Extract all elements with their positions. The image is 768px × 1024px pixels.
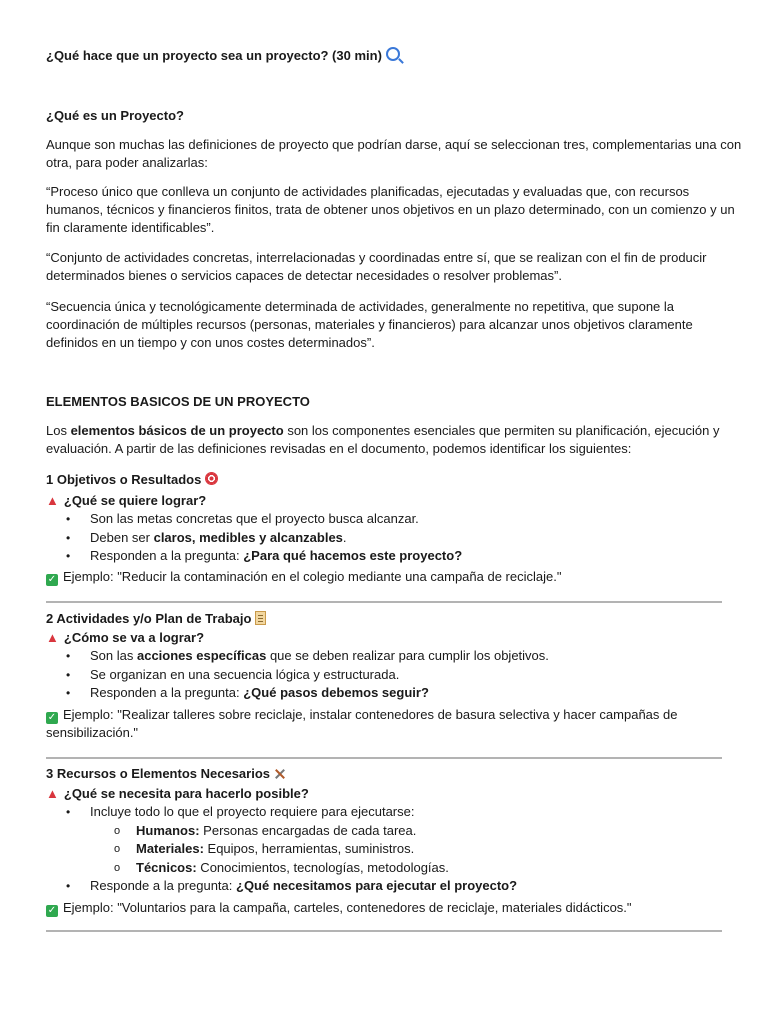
list-item: • Responden a la pregunta: ¿Qué pasos debemos seguir? — [46, 684, 722, 703]
paragraph-line: otra, para poder analizarlas: — [46, 155, 208, 170]
text-run: son los componentes esenciales que permiten su planificación, ejecución y — [283, 423, 720, 438]
definition-1 — [46, 183, 735, 237]
check-mark-icon: ✓ — [47, 573, 57, 585]
section-heading: ¿Qué es un Proyecto? — [46, 108, 184, 123]
paragraph-line: “Proceso único que conlleva un conjunto de actividades planificadas, ejecutadas y evaluadas que, con recursos — [46, 184, 690, 199]
clipboard-icon — [255, 611, 266, 625]
item-heading: 3 Recursos o Elementos Necesarios — [46, 766, 270, 781]
list-item: • Son las metas concretas que el proyecto busca alcanzar. — [46, 510, 722, 529]
example-text-cont: sensibilización." — [46, 724, 139, 740]
sub-list-item: o Materiales: Equipos, herramientas, suministros. — [46, 840, 722, 859]
list-item: • Incluye todo lo que el proyecto requiere para ejecutarse: — [46, 803, 722, 822]
item-question: ¿Cómo se va a lograr? — [63, 630, 205, 645]
list-item: • Deben ser claros, medibles y alcanzables. — [46, 529, 722, 548]
definition-2 — [46, 249, 722, 285]
sub-list-item: o Humanos: Personas encargadas de cada tarea. — [46, 822, 722, 841]
intro-paragraph — [46, 136, 742, 172]
paragraph-line: evaluación. A partir de las definiciones revisadas en el documento, podemos identificar los siguientes: — [46, 441, 632, 456]
text-run: Los — [46, 423, 71, 438]
item-activities — [46, 610, 722, 742]
tools-icon — [274, 768, 286, 780]
paragraph-line: “Conjunto de actividades concretas, interrelacionadas y coordinadas entre sí, que se realizan con el fin de producir — [46, 250, 707, 265]
target-icon — [205, 472, 218, 485]
list-item: • Se organizan en una secuencia lógica y estructurada. — [46, 666, 722, 685]
pushpin-icon: ▲ — [46, 786, 59, 801]
paragraph-line: definidos en un tiempo y con unos costes determinados”. — [46, 335, 375, 350]
paragraph-line: humanos, técnicos y financieros finitos, trata de obtener unos objetivos en un plazo determinado, con un comienzo y un — [46, 202, 735, 217]
paragraph-line: coordinación de múltiples recursos (personas, materiales y financieros) para alcanzar unos objetivos claramente — [46, 317, 693, 332]
example-text: Ejemplo: "Reducir la contaminación en el colegio mediante una campaña de reciclaje." — [63, 568, 562, 584]
item-heading: 1 Objetivos o Resultados — [46, 472, 202, 487]
section-basic-elements — [46, 393, 722, 411]
text-run-bold: elementos básicos de un proyecto — [70, 423, 284, 438]
page-title-text: ¿Qué hace que un proyecto sea un proyecto? (30 min) — [46, 48, 382, 63]
list-item: • Responden a la pregunta: ¿Para qué hacemos este proyecto? — [46, 547, 722, 566]
divider — [46, 601, 722, 603]
divider — [46, 757, 722, 759]
item-resources — [46, 765, 722, 917]
sub-list-item: o Técnicos: Conocimientos, tecnologías, metodologías. — [46, 859, 722, 878]
pushpin-icon: ▲ — [46, 630, 59, 645]
example-text: Ejemplo: "Realizar talleres sobre reciclaje, instalar contenedores de basura selectiva y hacer campañas de — [63, 706, 678, 722]
item-objectives — [46, 471, 722, 586]
divider — [46, 930, 722, 932]
paragraph-line: fin claramente identificables”. — [46, 220, 215, 235]
list-item: • Responde a la pregunta: ¿Qué necesitamos para ejecutar el proyecto? — [46, 877, 722, 896]
item-question: ¿Qué se necesita para hacerlo posible? — [63, 786, 309, 801]
magnifier-icon — [386, 47, 400, 61]
paragraph-line: Aunque son muchas las definiciones de proyecto que podrían darse, aquí se seleccionan tres, complementarias una con — [46, 137, 742, 152]
page-title — [46, 47, 400, 63]
check-mark-icon: ✓ — [47, 904, 57, 916]
paragraph-line: determinados bienes o servicios capaces de detectar necesidades o resolver problemas”. — [46, 268, 562, 283]
definition-3 — [46, 298, 722, 352]
list-item: • Son las acciones específicas que se deben realizar para cumplir los objetivos. — [46, 647, 722, 666]
item-heading: 2 Actividades y/o Plan de Trabajo — [46, 611, 252, 626]
check-mark-icon: ✓ — [47, 711, 57, 723]
paragraph-line: “Secuencia única y tecnológicamente determinada de actividades, generalmente no repetitiva, que supone la — [46, 299, 675, 314]
pushpin-icon: ▲ — [46, 493, 59, 508]
section-heading: ELEMENTOS BASICOS DE UN PROYECTO — [46, 394, 310, 409]
elements-intro — [46, 422, 722, 458]
section-what-is-project — [46, 107, 722, 125]
example-text: Ejemplo: "Voluntarios para la campaña, carteles, contenedores de reciclaje, materiales didácticos." — [63, 899, 632, 915]
item-question: ¿Qué se quiere lograr? — [63, 493, 207, 508]
